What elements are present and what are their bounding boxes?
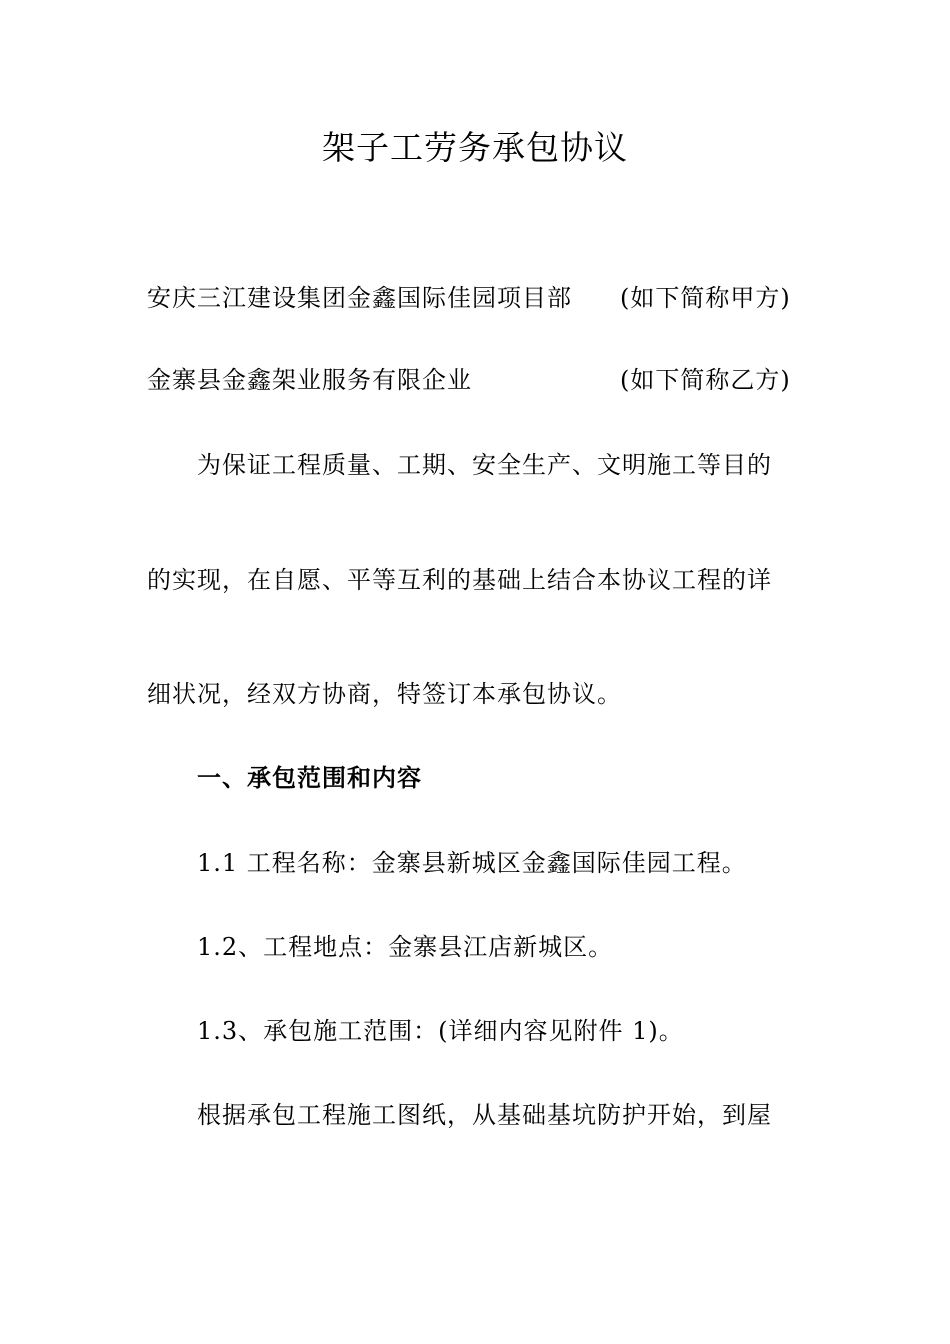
- intro-line-2: 的实现，在自愿、平等互利的基础上结合本协议工程的详: [147, 566, 772, 594]
- document-title: 架子工劳务承包协议: [322, 128, 628, 167]
- section-1-heading: 一、承包范围和内容: [197, 764, 422, 792]
- party-a-row: [0, 282, 950, 314]
- party-b-row: [0, 364, 950, 396]
- party-b-note: (如下简称乙方): [620, 366, 791, 394]
- party-a-note: (如下简称甲方): [620, 284, 791, 312]
- intro-line-1: 为保证工程质量、工期、安全生产、文明施工等目的: [197, 451, 772, 479]
- section-1-item-2: 1.2、工程地点：金寨县江店新城区。: [197, 933, 614, 961]
- intro-line-3: 细状况，经双方协商，特签订本承包协议。: [147, 680, 622, 708]
- party-a-name: 安庆三江建设集团金鑫国际佳园项目部: [147, 284, 572, 312]
- section-1-continuation: 根据承包工程施工图纸，从基础基坑防护开始，到屋: [197, 1101, 772, 1129]
- party-b-name: 金寨县金鑫架业服务有限企业: [147, 366, 472, 394]
- section-1-item-1: 1.1 工程名称：金寨县新城区金鑫国际佳园工程。: [197, 849, 747, 877]
- section-1-item-3: 1.3、承包施工范围：(详细内容见附件 1)。: [197, 1017, 684, 1045]
